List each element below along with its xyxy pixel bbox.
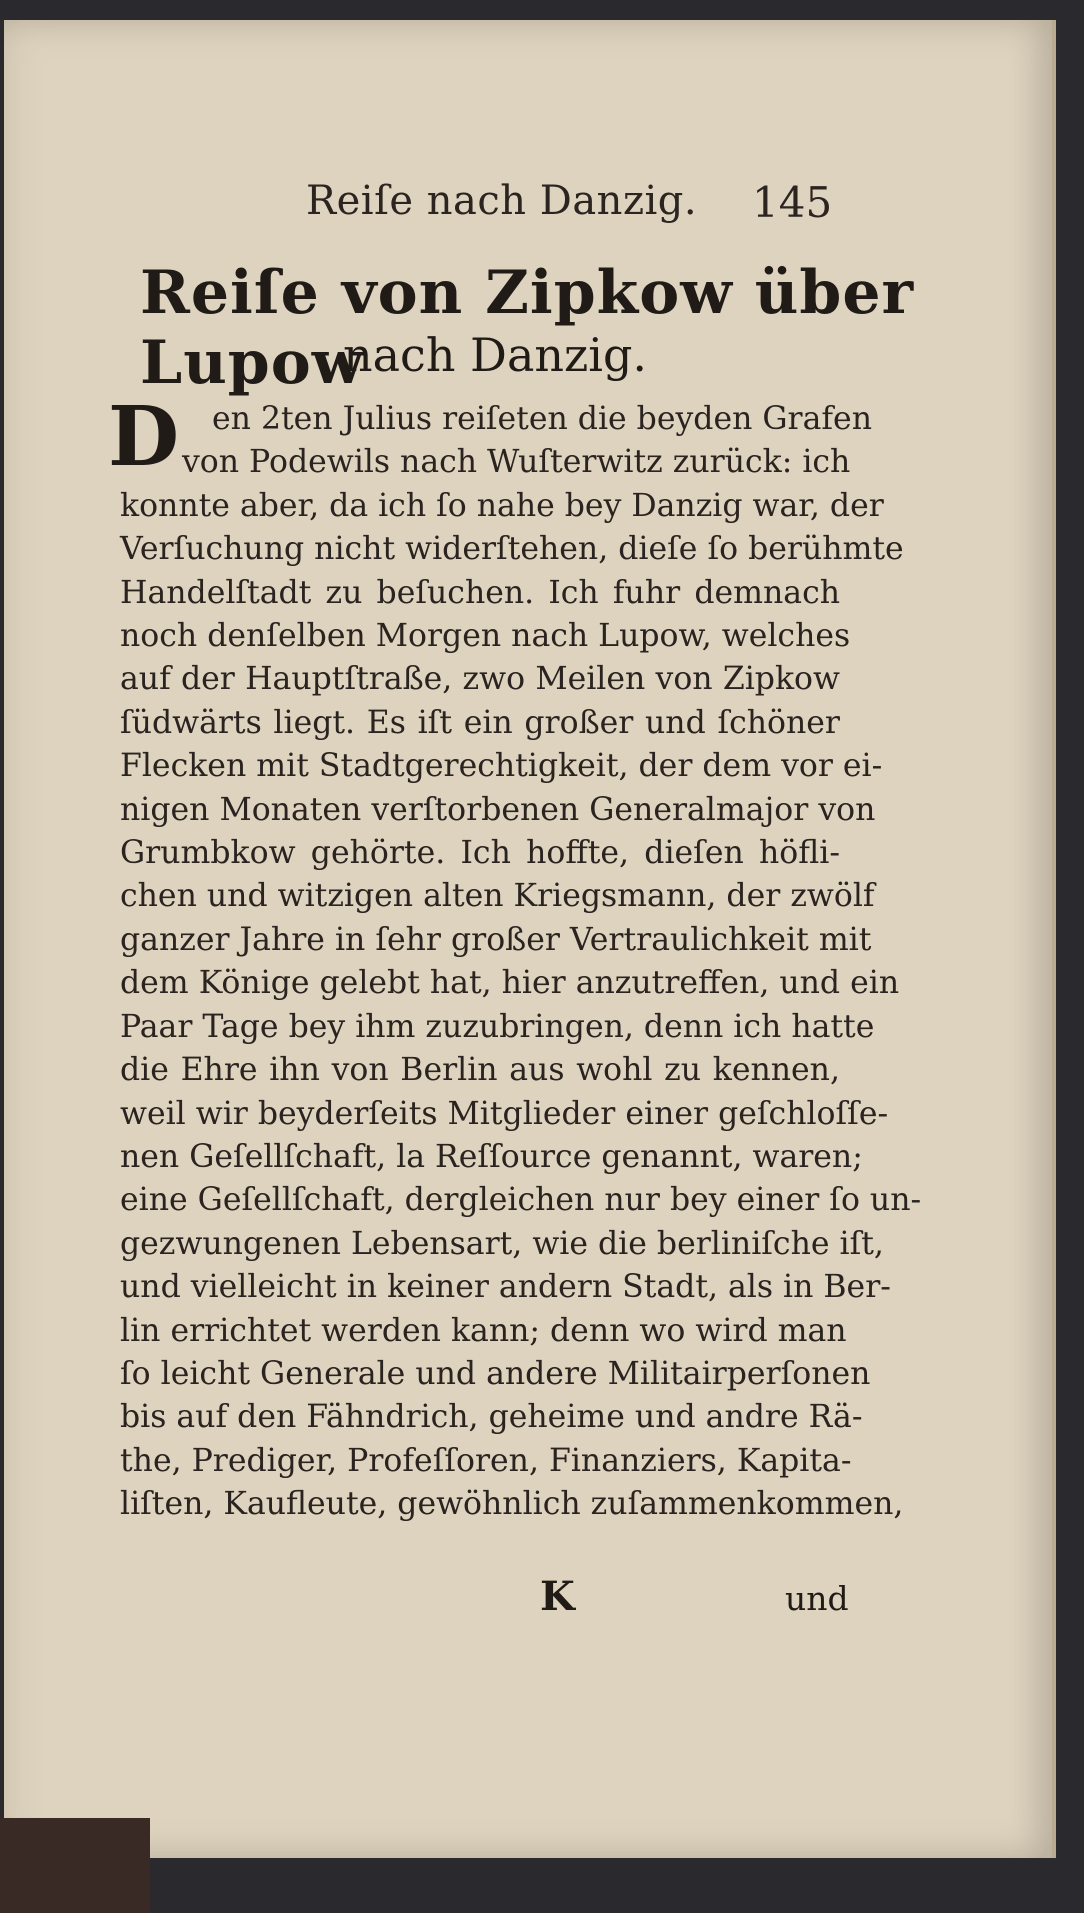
body-text (120, 398, 922, 1527)
chapter-title: Reiſe von Zipkow über Lupow (140, 258, 915, 398)
text-line: auf der Hauptſtraße, zwo Meilen von Zipkow (120, 661, 840, 698)
text-line: ſüdwärts liegt. Es iſt ein großer und ſchöner (120, 704, 840, 741)
drop-capital: D (108, 389, 180, 485)
text-line: Flecken mit Stadtgerechtigkeit, der dem vor ei- (120, 748, 883, 785)
text-line: the, Prediger, Profeſſoren, Finanziers, Kapita- (120, 1442, 852, 1479)
catchword: und (785, 1579, 849, 1618)
text-line: lin errichtet werden kann; denn wo wird man (120, 1312, 847, 1349)
page-number: 145 (752, 178, 833, 227)
text-line: nigen Monaten verſtorbenen Generalmajor von (120, 791, 876, 828)
text-line: gezwungenen Lebensart, wie die berliniſche iſt, (120, 1225, 884, 1262)
text-line: ſo leicht Generale und andere Militairperſonen (120, 1355, 871, 1392)
text-line: en 2ten Julius reiſeten die beyden Grafen (212, 401, 872, 437)
text-line: Handelſtadt zu beſuchen. Ich fuhr demnach (120, 574, 840, 611)
text-line: Verſuchung nicht widerſtehen, dieſe ſo berühmte (120, 531, 904, 568)
chapter-subtitle: nach Danzig. (343, 328, 648, 382)
text-line: nen Geſellſchaft, la Reſſource genannt, waren; (120, 1138, 863, 1175)
text-line: dem Könige gelebt hat, hier anzutreffen, und ein (120, 965, 900, 1002)
signature-mark: K (540, 1573, 575, 1620)
text-line: von Podewils nach Wuſterwitz zurück: ich (182, 444, 851, 481)
text-line: bis auf den Fähndrich, geheime und andre Rä- (120, 1399, 863, 1436)
text-line: weil wir beyderſeits Mitglieder einer geſchloſſe- (120, 1095, 889, 1132)
text-line: liſten, Kaufleute, gewöhnlich zuſammenkommen, (120, 1486, 904, 1523)
text-line: ganzer Jahre in ſehr großer Vertraulichkeit mit (120, 921, 872, 958)
book-cover-edge (0, 1818, 150, 1913)
text-line: eine Geſellſchaft, dergleichen nur bey einer ſo un- (120, 1182, 922, 1219)
text-line: konnte aber, da ich ſo nahe bey Danzig war, der (120, 487, 884, 524)
text-line: und vielleicht in keiner andern Stadt, als in Ber- (120, 1269, 891, 1306)
text-line: Grumbkow gehörte. Ich hoffte, dieſen höfli- (120, 835, 840, 872)
text-line: Paar Tage bey ihm zuzubringen, denn ich hatte (120, 1008, 875, 1045)
text-line: chen und witzigen alten Kriegsmann, der zwölf (120, 878, 875, 915)
text-line: noch denſelben Morgen nach Lupow, welches (120, 618, 851, 655)
text-line: die Ehre ihn von Berlin aus wohl zu kennen, (120, 1052, 840, 1089)
running-head: Reiſe nach Danzig. (306, 178, 698, 224)
